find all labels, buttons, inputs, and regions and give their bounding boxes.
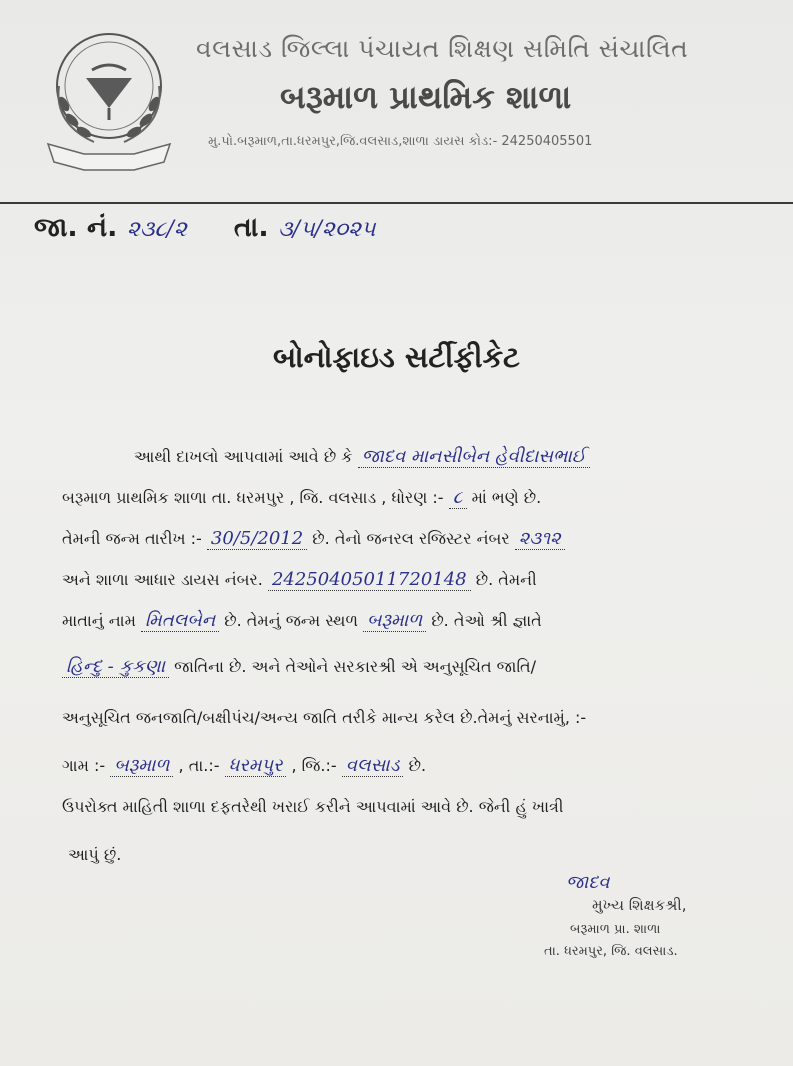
aadhaar-dise-number: 24250405011720148 bbox=[268, 569, 471, 591]
line3-text-b: છે. તેનો જનરલ રજિસ્ટર નંબર bbox=[312, 529, 510, 548]
body-line-5 bbox=[62, 610, 542, 631]
line4-text-b: છે. તેમની bbox=[475, 570, 537, 589]
district-label: જિ.:- bbox=[301, 756, 337, 775]
line2-text-a: બરૂમાળ પ્રાથમિક શાળા તા. ધરમપુર , જિ. વલસાડ , ધોરણ :- bbox=[62, 488, 444, 507]
village-value: બરૂમાળ bbox=[110, 755, 173, 777]
gr-number: ૨૩૧૨ bbox=[515, 528, 565, 550]
birth-date: 30/5/2012 bbox=[207, 528, 307, 550]
caste-value: હિન્દુ - કુકણા bbox=[62, 656, 169, 678]
body-line-1 bbox=[134, 446, 590, 467]
birth-place: બરૂમાળ bbox=[363, 610, 426, 632]
district-value: વલસાડ bbox=[342, 755, 404, 777]
line8-end: છે. bbox=[408, 756, 427, 775]
line2-text-b: માં ભણે છે. bbox=[471, 488, 542, 507]
headmaster-signature: જાદવ bbox=[566, 872, 610, 893]
header-divider bbox=[0, 202, 793, 204]
header-trust-name: વલસાડ જિલ્લા પંચાયત શિક્ષણ સમિતિ સંચાલિત bbox=[196, 34, 689, 63]
body-line-3 bbox=[62, 528, 565, 549]
line7-text: અનુસૂચિત જનજાતિ/બક્ષીપંચ/અન્ય જાતિ તરીકે માન્ય કરેલ છે.તેમનું સરનામું, :- bbox=[62, 708, 587, 727]
body-line-10 bbox=[68, 845, 121, 865]
line5-text-c: છે. તેઓ શ્રી જ્ઞાતે bbox=[431, 611, 542, 630]
line1-text: આથી દાખલો આપવામાં આવે છે કે bbox=[134, 447, 353, 466]
mother-name: મિતલબેન bbox=[141, 610, 219, 632]
outward-no-label: જા. નં. bbox=[34, 212, 118, 243]
taluka-label: તા.:- bbox=[188, 756, 220, 775]
school-emblem-icon bbox=[34, 24, 184, 174]
body-line-8: ગામ :- બરૂમાળ , તા.:- ધરમપુર , જિ.:- વલસાડ છે. bbox=[62, 755, 427, 776]
certificate-title: બોનોફાઇડ સર્ટીફીકેટ bbox=[273, 340, 520, 374]
student-name: જાદવ માનસીબેન હેવીદાસભાઈ bbox=[358, 446, 590, 468]
body-line-2 bbox=[62, 487, 541, 508]
headmaster-title: મુખ્ય શિક્ષકશ્રી, bbox=[592, 896, 687, 914]
line5-text-a: માતાનું નામ bbox=[62, 611, 136, 630]
standard-value: ૮ bbox=[449, 487, 467, 509]
outward-no-value: ૨૩૮/૨ bbox=[126, 217, 187, 242]
body-line-4 bbox=[62, 569, 537, 590]
taluka-value: ધરમપુર bbox=[225, 755, 287, 777]
school-name: બરૂમાળ પ્રાથમિક શાળા bbox=[280, 78, 572, 116]
line5-text-b: છે. તેમનું જન્મ સ્થળ bbox=[224, 611, 358, 630]
body-line-6 bbox=[62, 656, 536, 677]
signature-school: બરૂમાળ પ્રા. શાળા bbox=[570, 922, 661, 937]
line9-text: ઉપરોક્ત માહિતી શાળા દફતરેથી ખરાઈ કરીને આપવામાં આવે છે. જેની હું ખાત્રી bbox=[62, 797, 564, 816]
body-line-9 bbox=[62, 797, 563, 817]
line3-text-a: તેમની જન્મ તારીખ :- bbox=[62, 529, 202, 548]
line10-text: આપું છું. bbox=[68, 845, 122, 864]
body-line-7 bbox=[62, 708, 586, 728]
line4-text-a: અને શાળા આધાર ડાયસ નંબર. bbox=[62, 570, 263, 589]
signature-location: તા. ધરમપુર, જિ. વલસાડ. bbox=[544, 944, 678, 959]
village-label: ગામ :- bbox=[62, 756, 106, 775]
date-value: ૩/૫/૨૦૨૫ bbox=[278, 217, 376, 242]
reference-line bbox=[34, 212, 375, 244]
line6-text: જાતિના છે. અને તેઓને સરકારશ્રી એ અનુસૂચિત જાતિ/ bbox=[174, 657, 537, 676]
school-address: મુ.પો.બરૂમાળ,તા.ધરમપુર,જિ.વલસાડ,શાળા ડાયસ કોડ:- 24250405501 bbox=[208, 134, 593, 149]
date-label: તા. bbox=[233, 212, 269, 243]
